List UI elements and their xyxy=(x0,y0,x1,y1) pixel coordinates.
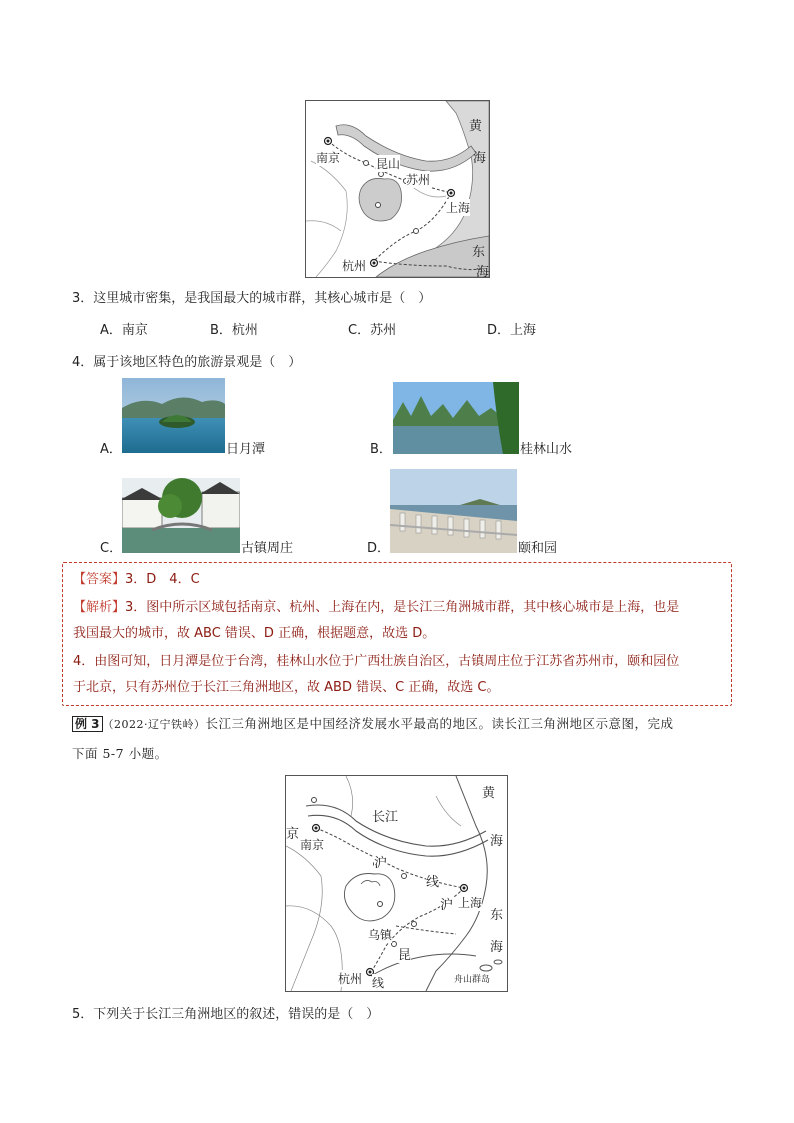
map1-label-nanjing: 南京 xyxy=(316,151,341,165)
map1-label-kunshan: 昆山 xyxy=(376,157,401,171)
answer-line xyxy=(73,571,200,589)
answer-tag: 【答案】 xyxy=(73,572,126,587)
map-yangtze-delta-2 xyxy=(285,775,508,992)
map1-label-suzhou: 苏州 xyxy=(406,173,431,187)
map2-label-xian-2: 线 xyxy=(372,976,385,990)
map2-label-changjiang: 长江 xyxy=(372,806,398,825)
explanation-text-1: 3．图中所示区域包括南京、杭州、上海在内，是长江三角洲城市群，其中核心城市是上海，也是 xyxy=(125,600,680,615)
q4-option-d-letter[interactable]: D． xyxy=(367,541,391,556)
map2-label-hu: 沪 xyxy=(374,852,387,871)
q4-option-a-caption: 日月潭 xyxy=(226,442,266,457)
guilin-landscape-photo xyxy=(393,382,519,454)
explanation-line-4: 于北京，只有苏州位于长江三角洲地区，故 ABD 错误、C 正确，故选 C。 xyxy=(73,680,500,695)
map2-label-hai: 海 xyxy=(490,834,504,849)
q4-option-a-letter[interactable]: A． xyxy=(100,442,122,457)
map2-label-xian: 线 xyxy=(426,871,439,890)
map1-label-hai: 海 xyxy=(473,151,487,166)
map1-label-huang: 黄 xyxy=(469,119,483,134)
q3-option-b[interactable]: B．杭州 xyxy=(210,323,258,338)
question-4: 4．属于该地区特色的旅游景观是（ ） xyxy=(72,355,302,370)
map1-label-dong: 东 xyxy=(472,245,486,260)
map2-label-shanghai: 上海 xyxy=(458,896,483,910)
map1-label-hangzhou: 杭州 xyxy=(342,259,367,273)
q4-option-b-caption: 桂林山水 xyxy=(520,442,573,457)
example-3-tag: 例 3 xyxy=(72,716,103,732)
map2-label-dong: 东 xyxy=(490,908,504,923)
map2-label-huang: 黄 xyxy=(482,786,496,801)
map2-label-wuzhen: 乌镇 xyxy=(368,928,393,942)
answer-text: 3．D 4．C xyxy=(125,572,200,587)
map2-label-zhoushan: 舟山群岛 xyxy=(454,975,491,985)
zhouzhuang-town-photo xyxy=(122,478,240,553)
map2-label-hangzhou: 杭州 xyxy=(338,972,363,986)
q4-option-c-letter[interactable]: C． xyxy=(100,541,123,556)
map-yangtze-delta-1 xyxy=(305,100,490,278)
map2-label-kun: 昆 xyxy=(398,944,411,963)
map2-label-hu-2: 沪 xyxy=(440,894,453,913)
sun-moon-lake-photo xyxy=(122,378,225,453)
map1-label-shanghai: 上海 xyxy=(446,201,471,215)
q4-option-b-letter[interactable]: B． xyxy=(370,442,392,457)
q3-option-a[interactable]: A．南京 xyxy=(100,323,148,338)
summer-palace-photo xyxy=(390,469,517,553)
map2-label-nanjing: 南京 xyxy=(300,838,325,852)
q3-option-c[interactable]: C．苏州 xyxy=(348,323,397,338)
explanation-line-3: 4．由图可知，日月潭是位于台湾，桂林山水位于广西壮族自治区，古镇周庄位于江苏省苏州市，颐和园位 xyxy=(73,654,680,669)
q3-option-d[interactable]: D．上海 xyxy=(487,323,537,338)
map2-label-jing: 京 xyxy=(286,823,299,842)
q4-option-c-caption: 古镇周庄 xyxy=(241,541,294,556)
map1-label-hai2: 海 xyxy=(476,265,490,280)
example-3-text-2: 下面 5-7 小题。 xyxy=(72,746,168,761)
explanation-line-1 xyxy=(73,599,679,617)
example-3-line-1 xyxy=(72,714,674,735)
answer-explanation-box xyxy=(62,562,732,706)
explanation-line-2: 我国最大的城市，故 ABC 错误、D 正确，根据题意，故选 D。 xyxy=(73,626,436,641)
example-3-source: （2022·辽宁铁岭） xyxy=(102,718,206,731)
question-5: 5．下列关于长江三角洲地区的叙述，错误的是（ ） xyxy=(72,1007,380,1022)
example-3-text-1: 长江三角洲地区是中国经济发展水平最高的地区。读长江三角洲地区示意图，完成 xyxy=(205,716,674,731)
explanation-tag: 【解析】 xyxy=(73,600,126,615)
map2-label-hai-2: 海 xyxy=(490,940,504,955)
question-3: 3．这里城市密集，是我国最大的城市群，其核心城市是（ ） xyxy=(72,291,432,306)
q4-option-d-caption: 颐和园 xyxy=(518,541,558,556)
